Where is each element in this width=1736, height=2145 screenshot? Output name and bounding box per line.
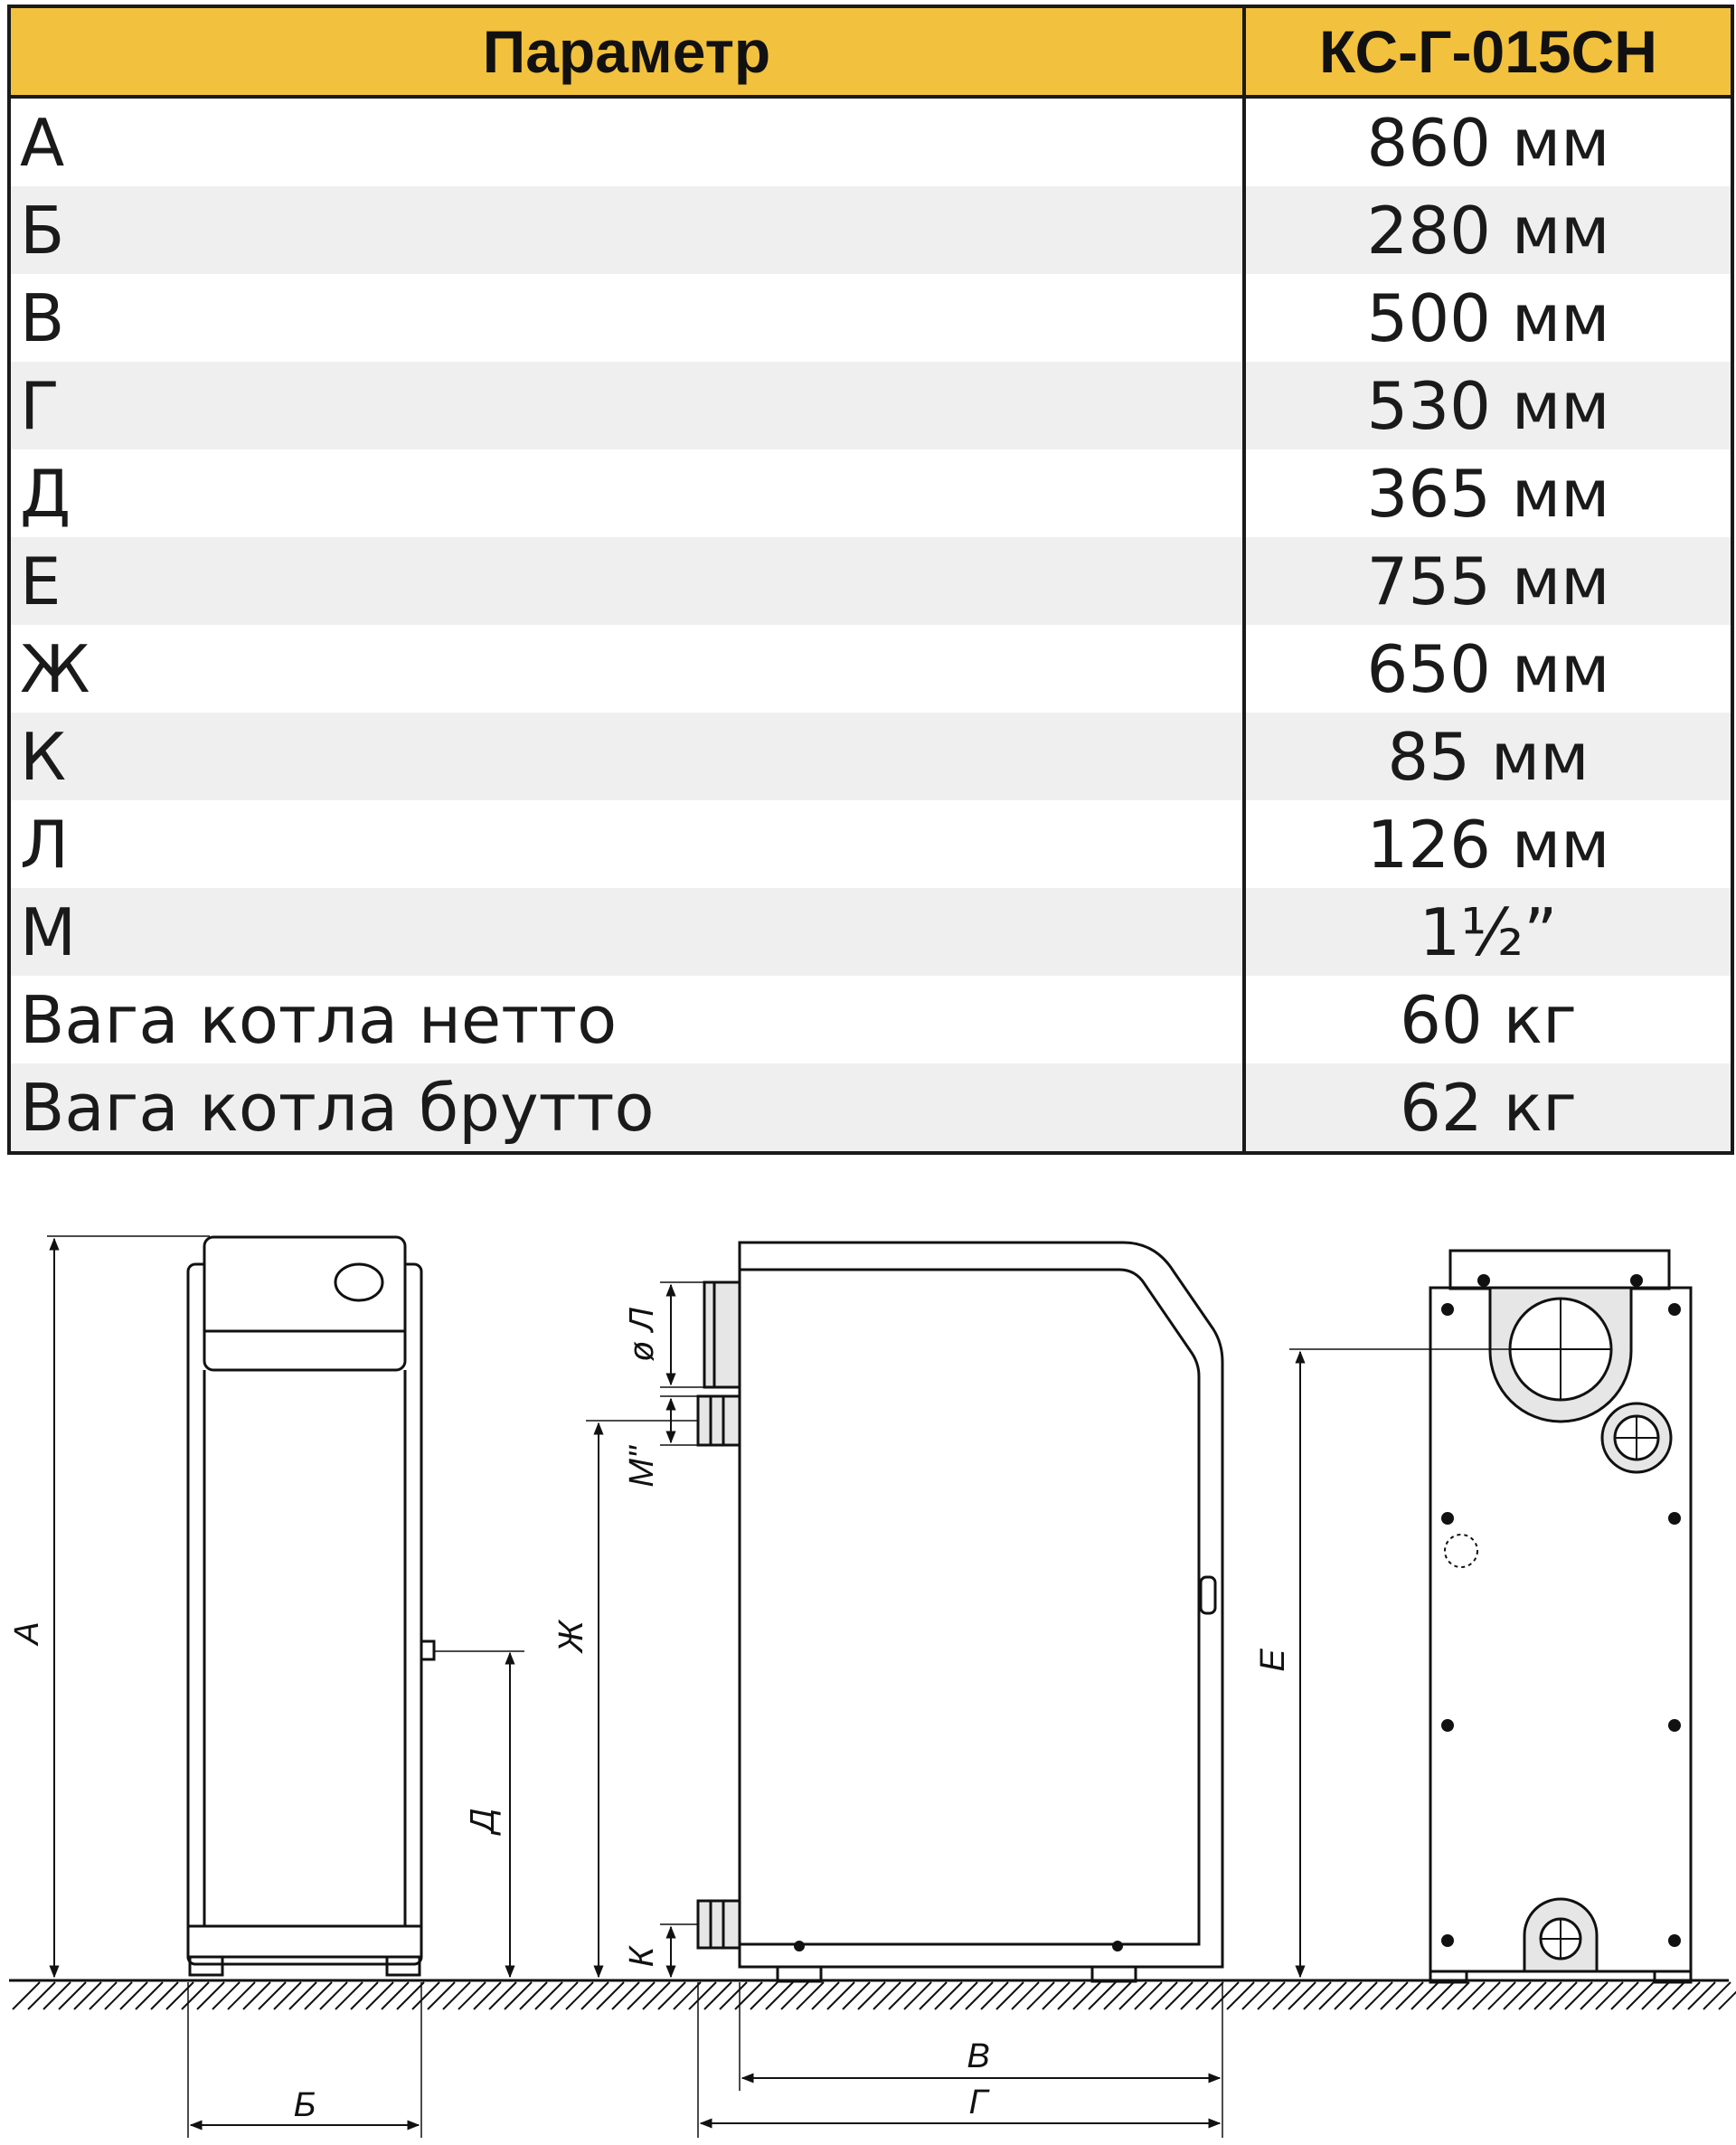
dimension-k [623, 1924, 698, 1977]
param-cell: Вага котла брутто [9, 1063, 1244, 1153]
table-row [9, 976, 1732, 1063]
table-row [9, 1063, 1732, 1153]
dimension-l-label: ø Л [623, 1308, 661, 1362]
value-cell: 755 мм [1244, 537, 1732, 625]
param-cell: Ж [20, 630, 90, 707]
param-cell: А [20, 104, 65, 181]
dimension-d [434, 1651, 524, 1977]
value-cell: 62 кг [1244, 1063, 1732, 1153]
dimension-d-label: Д [464, 1808, 502, 1833]
header-model: КС-Г-015СН [1244, 6, 1732, 97]
param-cell: Г [9, 362, 1244, 449]
table-row [9, 274, 1732, 362]
table-row [9, 362, 1732, 449]
param-cell: В [20, 279, 65, 356]
table-row [9, 537, 1732, 625]
value-cell: 126 мм [1244, 800, 1732, 888]
value-cell: 860 мм [1244, 97, 1732, 186]
value-cell: 85 мм [1244, 713, 1732, 800]
param-cell: Вага котла нетто [20, 981, 618, 1058]
value-cell: 1½” [1244, 888, 1732, 976]
side-view [698, 1243, 1222, 1981]
dimension-e [1254, 1349, 1510, 1977]
value-cell: 650 мм [1244, 625, 1732, 713]
table-row [9, 625, 1732, 713]
table-row [9, 800, 1732, 888]
table-row [9, 186, 1732, 274]
table-row [9, 713, 1732, 800]
dimension-e-label: Е [1254, 1649, 1292, 1672]
dimension-a [8, 1236, 210, 1977]
param-cell: Д [20, 455, 71, 532]
value-cell: 500 мм [1244, 274, 1732, 362]
dimension-a-label: А [8, 1621, 46, 1645]
dimension-v-label: В [967, 2037, 990, 2075]
dimension-g-label: Г [968, 2084, 988, 2121]
boiler-dimension-drawing [0, 1194, 1736, 2145]
value-cell: 530 мм [1244, 362, 1732, 449]
dimension-zh-label: Ж [552, 1621, 590, 1653]
dimension-zh [552, 1421, 698, 1977]
dimension-m [623, 1396, 698, 1488]
table-row [9, 449, 1732, 537]
param-cell: Б [9, 186, 1244, 274]
dimension-m-label: М" [623, 1446, 661, 1488]
value-cell: 60 кг [1244, 976, 1732, 1063]
table-row [9, 888, 1732, 976]
param-cell: К [9, 713, 1244, 800]
param-cell: Л [20, 806, 70, 883]
spec-table [7, 5, 1734, 1155]
param-cell: М [9, 888, 1244, 976]
dimension-k-label: К [623, 1946, 661, 1968]
front-view [188, 1237, 434, 1975]
dimension-l [623, 1282, 704, 1387]
param-cell: Е [9, 537, 1244, 625]
rear-view [1430, 1251, 1691, 1982]
floor-hatch [9, 1980, 1736, 2009]
dimension-b-label: Б [293, 2086, 316, 2124]
table-row [9, 97, 1732, 186]
header-parameter: Параметр [9, 6, 1244, 97]
table-header-row [9, 6, 1732, 97]
value-cell: 365 мм [1244, 449, 1732, 537]
value-cell: 280 мм [1244, 186, 1732, 274]
dimension-g [698, 1982, 1220, 2138]
